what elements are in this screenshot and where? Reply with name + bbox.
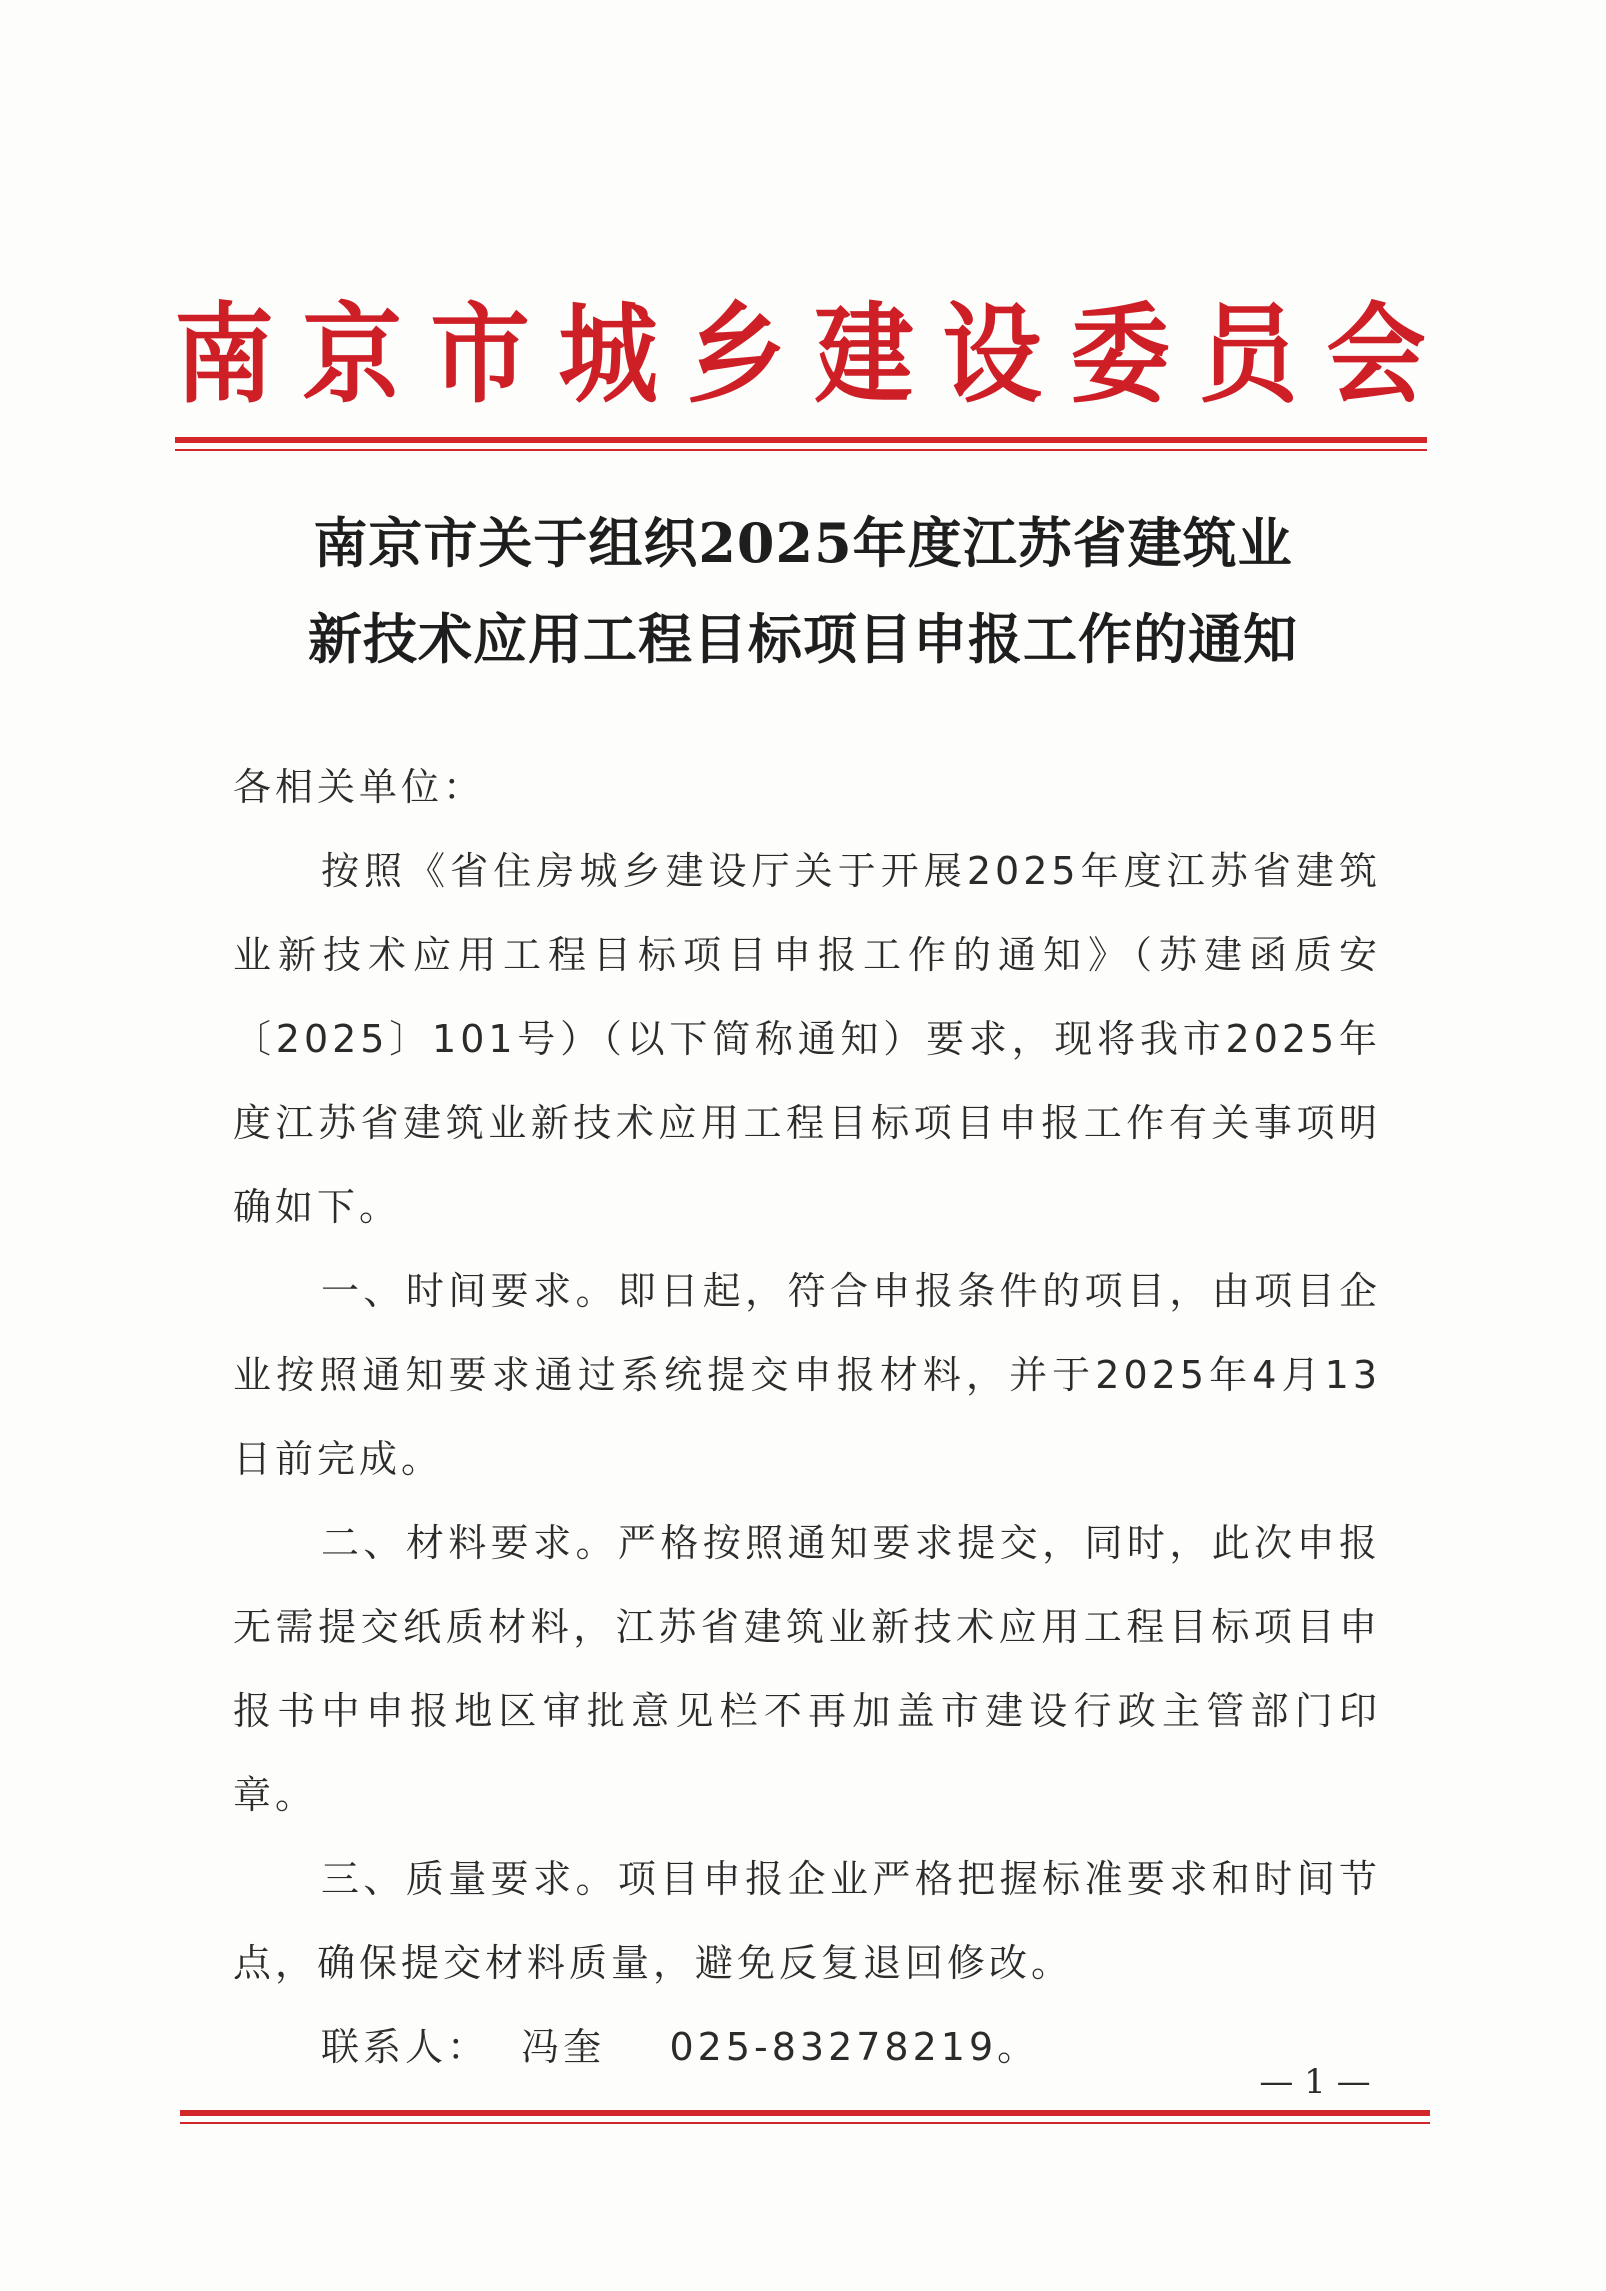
masthead-char: 乡: [686, 292, 786, 418]
masthead-char: 京: [302, 292, 402, 418]
footer-divider-thick: [180, 2110, 1430, 2116]
time-requirement-paragraph: 一、时间要求。即日起，符合申报条件的项目，由项目企业按照通知要求通过系统提交申报材料，并于2025年4月13日前完成。: [233, 1269, 1381, 1481]
issuer-masthead: [170, 285, 1430, 425]
masthead-char: 南: [174, 292, 274, 418]
masthead-char: 建: [814, 292, 914, 418]
title-line-1: 南京市关于组织2025年度江苏省建筑业: [313, 511, 1293, 575]
salutation: 各相关单位：: [233, 765, 486, 809]
contact-line: 联系人： 冯奎 025-83278219。: [321, 2025, 1040, 2069]
page-number: — 1 —: [1259, 2062, 1371, 2102]
masthead-divider-thick: [175, 437, 1427, 443]
masthead-char: 会: [1326, 292, 1426, 418]
masthead-char: 设: [942, 292, 1042, 418]
quality-requirement-paragraph: 三、质量要求。项目申报企业严格把握标准要求和时间节点，确保提交材料质量，避免反复退回修改。: [233, 1857, 1381, 1985]
masthead-divider-thin: [175, 449, 1427, 451]
intro-paragraph: 按照《省住房城乡建设厅关于开展2025年度江苏省建筑业新技术应用工程目标项目申报工作的通知》（苏建函质安〔2025〕101号）（以下简称通知）要求，现将我市2025年度江苏省建筑业新技术应用工程目标项目申报工作有关事项明确如下。: [233, 849, 1381, 1229]
material-requirement-paragraph: 二、材料要求。严格按照通知要求提交，同时，此次申报无需提交纸质材料，江苏省建筑业新技术应用工程目标项目申报书中申报地区审批意见栏不再加盖市建设行政主管部门印章。: [233, 1521, 1381, 1817]
footer-divider-thin: [180, 2122, 1430, 2124]
title-line-2: 新技术应用工程目标项目申报工作的通知: [308, 607, 1298, 671]
document-title: [170, 495, 1436, 687]
document-body: [233, 745, 1381, 2089]
masthead-char: 委: [1070, 292, 1170, 418]
masthead-char: 市: [430, 292, 530, 418]
masthead-char: 员: [1198, 292, 1298, 418]
masthead-char: 城: [558, 292, 658, 418]
